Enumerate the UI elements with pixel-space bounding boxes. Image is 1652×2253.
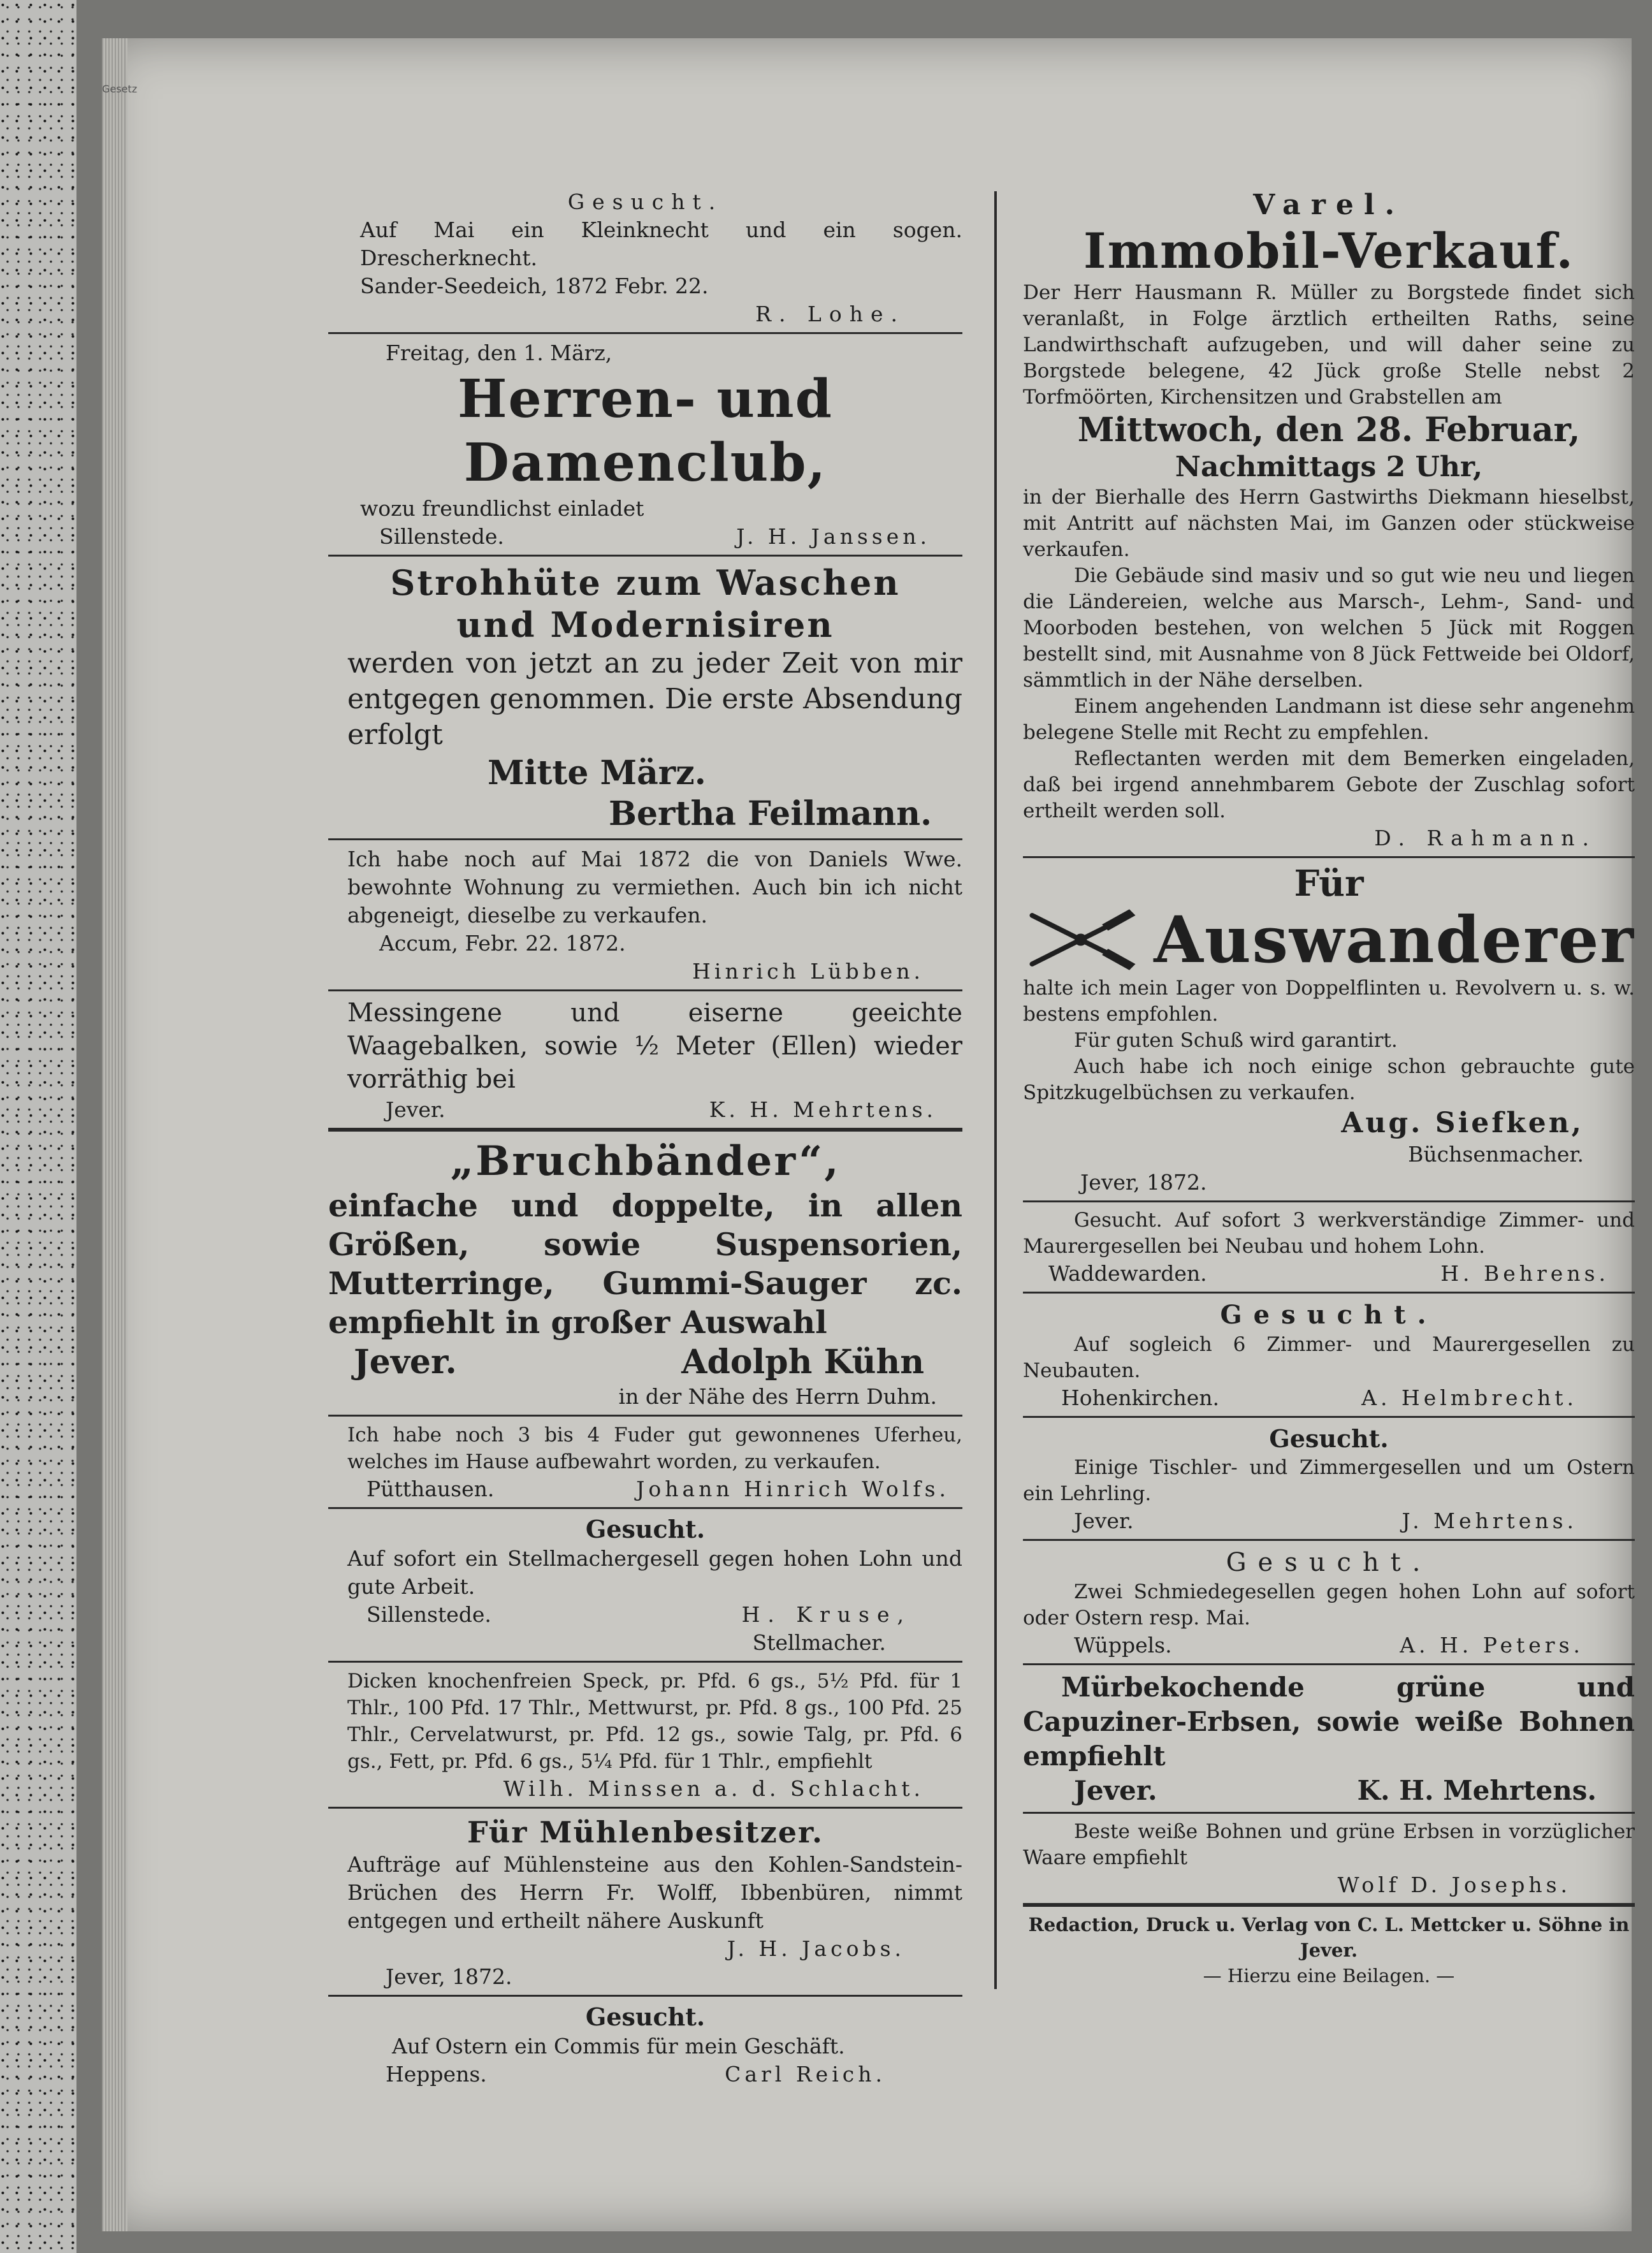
ad-text: Zwei Schmiedegesellen gegen hohen Lohn auf sofort oder Ostern resp. Mai. (1023, 1580, 1635, 1630)
ad-place: Heppens. (386, 2062, 487, 2087)
ad-title: „Bruchbänder“, (450, 1137, 841, 1185)
ad-text: Einem angehenden Landmann ist diese sehr angenehm belegene Stelle mit Recht zu empfehlen. (1023, 695, 1635, 744)
ad-text: Auf Ostern ein Commis für mein Geschäft. (392, 2034, 845, 2059)
ad-text: Dicken knochenfreien Speck, pr. Pfd. 6 gs., 5½ Pfd. für 1 Thlr., 100 Pfd. 17 Thlr., Mettwurst, pr. Pfd. 8 gs., 100 Pfd. 25 Thlr., Cervelatwurst, pr. Pfd. 12 gs., sowie Talg, pr. Pfd. 6 gs., Fett, pr. Pfd. 6 gs., 5¼ Pfd. für 1 Thlr., empfiehlt (347, 1670, 962, 1773)
ad-signature: H. Behrens. (1440, 1261, 1609, 1286)
ad-place: Waddewarden. (1048, 1261, 1207, 1286)
ad-text: in der Bierhalle des Herrn Gastwirths Diekmann hieselbst, mit Antritt auf nächsten Mai, im Ganzen oder stückweise verkaufen. (1023, 486, 1635, 561)
ad-divider (1023, 1663, 1635, 1665)
ad-place: Wüppels. (1074, 1633, 1172, 1658)
ad-text: Die Gebäude sind masiv und so gut wie neu und liegen die Ländereien, welche aus Marsch-, Lehm-, Sand- und Moorboden bestehen, von welchen 5 Jück mit Roggen bestellt sind, mit Ausnahme von 8 Jück Fettweide bei Oldorf, sämmtlich in der Nähe derselben. (1023, 564, 1635, 692)
ad-text: Messingene und eiserne geeichte Waagebalken, sowie ½ Meter (Ellen) wieder vorräthig bei (347, 998, 962, 1094)
ad-divider (328, 1128, 962, 1132)
ad-date: Mittwoch, den 28. Februar, (1077, 411, 1581, 449)
ad-signature: J. H. Janssen. (736, 524, 931, 549)
ad-sub: in der Nähe des Herrn Duhm. (618, 1384, 937, 1409)
ad-text: Ich habe noch 3 bis 4 Fuder gut gewonnenes Uferheu, welches im Hause aufbewahrt worden, zu verkaufen. (347, 1424, 962, 1473)
ad-text: Reflectanten werden mit dem Bemerken eingeladen, daß bei irgend annehmbarem Gebote der Zuschlag sofort ertheilt werden soll. (1023, 747, 1635, 822)
page-stack-edge (102, 38, 127, 2231)
ad-place: Sillenstede. (366, 1602, 491, 1627)
ad-uferheu (328, 1422, 962, 1503)
ad-signature: Wilh. Minssen a. d. Schlacht. (503, 1776, 924, 1801)
ad-place: Jever. (1074, 1775, 1157, 1806)
column-divider (994, 191, 997, 1989)
ad-title: Strohhüte zum Waschen (390, 562, 901, 603)
ad-wohnung (328, 845, 962, 986)
ad-auswanderer (1023, 863, 1635, 1197)
ad-heading: Gesucht. (1220, 1300, 1438, 1330)
ad-text: werden von jetzt an zu jeder Zeit von mir entgegen genommen. Die erste Absendung erfolgt (347, 647, 962, 751)
ad-title: Immobil-Verkauf. (1083, 222, 1574, 279)
ad-text: Auf Mai ein Kleinknecht und ein sogen. Drescherknecht. (360, 217, 962, 270)
ad-place-date: Jever, 1872. (386, 1964, 512, 1989)
ad-signature: K. H. Mehrtens. (1357, 1775, 1597, 1806)
ad-divider (1023, 1292, 1635, 1294)
ad-text: Für guten Schuß wird garantirt. (1074, 1029, 1398, 1052)
ad-divider (1023, 1903, 1635, 1907)
ad-heading: Für (1294, 863, 1364, 905)
ad-time: Nachmittags 2 Uhr, (1175, 451, 1483, 483)
crossed-rifles-icon (1023, 905, 1138, 975)
ad-damenclub (328, 339, 962, 551)
ad-signature: K. H. Mehrtens. (709, 1097, 937, 1122)
ad-title: und Modernisiren (456, 604, 834, 645)
ad-signature: D. Rahmann. (1374, 826, 1597, 850)
ad-divider (328, 1507, 962, 1509)
ad-line: wozu freundlichst einladet (360, 496, 644, 521)
ad-gesucht-tischler (1023, 1423, 1635, 1535)
ad-sub: Stellmacher. (752, 1630, 886, 1655)
ad-place: Pütthausen. (366, 1476, 495, 1501)
ad-place: Sillenstede. (379, 524, 504, 549)
ad-text: Gesucht. Auf sofort 3 werkverständige Zimmer- und Maurergesellen bei Neubau und hohem Lohn. (1023, 1209, 1635, 1258)
ad-divider (328, 1415, 962, 1417)
ad-immobil-verkauf (1023, 188, 1635, 852)
ad-divider (328, 555, 962, 557)
ad-gesucht-kleinknecht (328, 188, 962, 328)
ad-place: Jever. (354, 1343, 457, 1382)
ad-bruchbaender (328, 1137, 962, 1411)
ad-divider (1023, 1200, 1635, 1202)
ad-gesucht-schmiede (1023, 1546, 1635, 1659)
ad-gesucht-zimmergesellen (1023, 1207, 1635, 1288)
ad-divider (328, 1995, 962, 1997)
ad-heading: Gesucht. (1269, 1424, 1389, 1453)
ad-divider (328, 1661, 962, 1663)
ad-divider (1023, 1812, 1635, 1814)
ad-signature: A. H. Peters. (1400, 1633, 1584, 1658)
ad-place: Jever. (386, 1097, 446, 1122)
ad-text: Auf sogleich 6 Zimmer- und Maurergesellen zu Neubauten. (1023, 1333, 1635, 1382)
ad-signature: J. H. Jacobs. (727, 1936, 905, 1961)
ad-text: Aufträge auf Mühlensteine aus den Kohlen-Sandstein-Brüchen des Herrn Fr. Wolff, Ibbenbüren, nimmt entgegen und ertheilt nähere Auskunft (347, 1852, 962, 1933)
ad-text: Ich habe noch auf Mai 1872 die von Daniels Wwe. bewohnte Wohnung zu vermiethen. Auch bin ich nicht abgeneigt, dieselbe zu verkaufen. (347, 847, 962, 928)
ad-signature: Aug. Siefken, (1341, 1107, 1584, 1139)
ad-divider (1023, 856, 1635, 858)
ad-place-date: Accum, Febr. 22. 1872. (379, 931, 626, 956)
ad-divider (328, 838, 962, 840)
ad-heading: Gesucht. (585, 2002, 706, 2031)
ad-signature: Wolf D. Josephs. (1337, 1872, 1571, 1897)
ad-signature: Hinrich Lübben. (692, 959, 924, 984)
ad-signature: J. Mehrtens. (1402, 1508, 1577, 1533)
ad-signature: Johann Hinrich Wolfs. (636, 1476, 950, 1501)
ad-line: Freitag, den 1. März, (386, 340, 612, 365)
ad-divider (328, 332, 962, 334)
ad-sub: Büchsenmacher. (1408, 1142, 1584, 1167)
book-spine-edge (0, 0, 83, 2253)
ad-text: Auf sofort ein Stellmachergesell gegen hohen Lohn und gute Arbeit. (347, 1546, 962, 1599)
ad-text: Der Herr Hausmann R. Müller zu Borgstede findet sich veranlaßt, in Folge ärztlich ertheilten Raths, seine Landwirthschaft aufzugeben, und will daher seine zu Borgstede belegene, 42 Jück große Stelle nebst 2 Torfmöörten, Kirchensitzen und Grabstellen am (1023, 281, 1635, 409)
left-column (328, 188, 962, 2089)
ad-signature: R. Lohe. (755, 302, 905, 326)
supplement-note: — Hierzu eine Beilagen. — (1203, 1965, 1455, 1987)
ad-text: einfache und doppelte, in allen Größen, sowie Suspensorien, Mutterringe, Gummi-Sauger zc. empfiehlt in großer Auswahl (328, 1187, 962, 1341)
ad-divider (328, 989, 962, 991)
ad-place: Hohenkirchen. (1061, 1385, 1220, 1410)
ad-signature: Carl Reich. (725, 2062, 886, 2087)
ad-text: Beste weiße Bohnen und grüne Erbsen in vorzüglicher Waare empfiehlt (1023, 1820, 1635, 1869)
ad-place-date: Jever, 1872. (1080, 1170, 1207, 1195)
ad-strohhuete (328, 562, 962, 835)
ad-heading: Gesucht. (585, 1515, 706, 1543)
ad-bohnen (1023, 1819, 1635, 1899)
ad-heading: Gesucht. (1226, 1548, 1432, 1577)
ad-speck (328, 1668, 962, 1803)
ad-place-date: Sander-Seedeich, 1872 Febr. 22. (360, 273, 709, 298)
ad-heading: Gesucht. (567, 189, 723, 214)
ad-heading: Für Mühlenbesitzer. (467, 1815, 823, 1849)
ad-waagebalken (328, 996, 962, 1124)
ad-date: Mitte März. (488, 754, 706, 792)
ad-place: Varel. (1253, 189, 1405, 221)
ad-commis (328, 2002, 962, 2089)
right-column (1023, 188, 1635, 1988)
ad-gesucht-maurergesellen (1023, 1299, 1635, 1412)
ad-place: Jever. (1074, 1508, 1134, 1533)
imprint: Redaction, Druck u. Verlag von C. L. Mettcker u. Söhne in Jever. (1028, 1914, 1630, 1961)
ad-text: Auch habe ich noch einige schon gebrauchte gute Spitzkugelbüchsen zu verkaufen. (1023, 1055, 1635, 1104)
ad-text: halte ich mein Lager von Doppelflinten u. Revolvern u. s. w. bestens empfohlen. (1023, 977, 1635, 1026)
ad-signature: Adolph Kühn (681, 1343, 924, 1382)
ad-signature: A. Helmbrecht. (1361, 1385, 1577, 1410)
ad-divider (1023, 1416, 1635, 1418)
ad-divider (1023, 1539, 1635, 1541)
ad-muehlenbesitzer (328, 1814, 962, 1991)
ad-erbsen (1023, 1670, 1635, 1808)
ad-signature: H. Kruse, (741, 1602, 911, 1627)
ad-title: Auswanderer (1154, 902, 1635, 977)
ad-divider (328, 1807, 962, 1809)
margin-note: Gesetz (102, 83, 138, 95)
ad-text: Einige Tischler- und Zimmergesellen und um Ostern ein Lehrling. (1023, 1456, 1635, 1505)
ad-title: Herren- und Damenclub, (458, 368, 833, 493)
ad-text: Mürbekochende grüne und Capuziner-Erbsen, sowie weiße Bohnen empfiehlt (1023, 1672, 1635, 1772)
ad-signature: Bertha Feilmann. (609, 794, 932, 833)
ad-stellmacher (328, 1514, 962, 1657)
